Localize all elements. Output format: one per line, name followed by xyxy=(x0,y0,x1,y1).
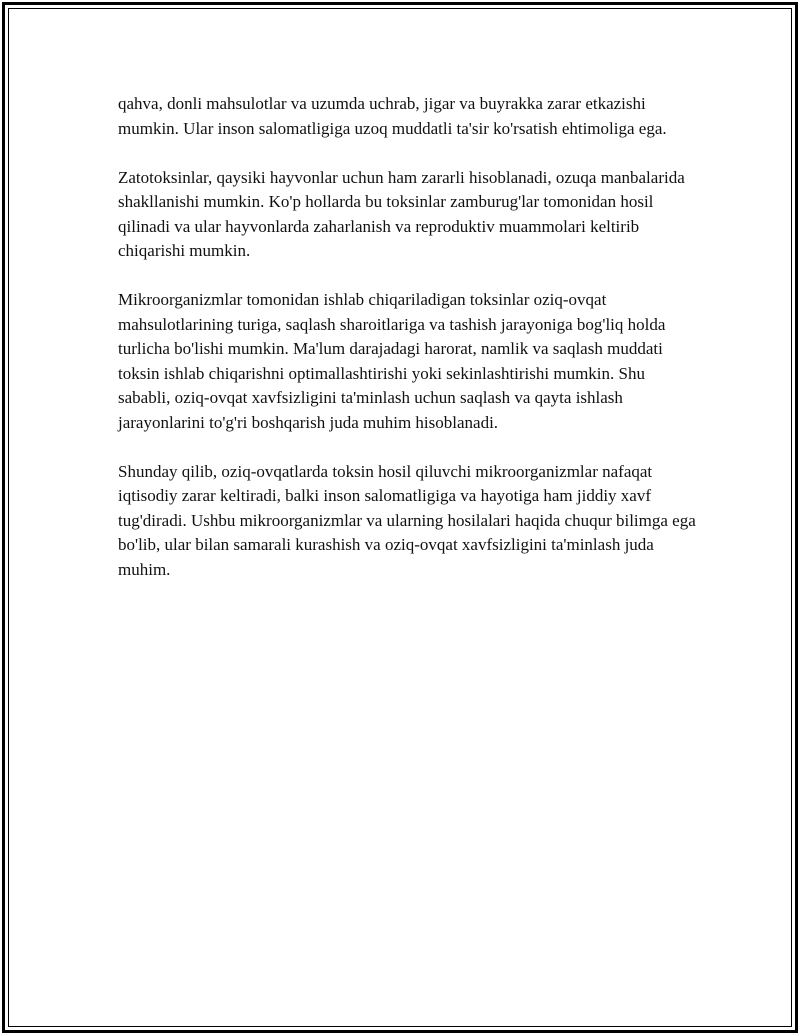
paragraph-4: Shunday qilib, oziq-ovqatlarda toksin hosil qiluvchi mikroorganizmlar nafaqat iqtisodiy zarar keltiradi, balki inson salomatligiga va hayotiga ham jiddiy xavf tug'diradi. Ushbu mikroorganizmlar va ularning hosilalari haqida chuqur bilimga ega bo'lib, ular bilan samarali kurashish va oziq-ovqat xavfsizligini ta'minlash juda muhim. xyxy=(118,461,696,579)
paragraph-2: Zatotoksinlar, qaysiki hayvonlar uchun ham zararli hisoblanadi, ozuqa manbalarida shakllanishi mumkin. Ko'p hollarda bu toksinlar zamburug'lar tomonidan hosil qilinadi va ular hayvonlarda zaharlanish va reproduktiv muammolari keltirib chiqarishi mumkin. xyxy=(118,167,685,260)
paragraph-3: Mikroorganizmlar tomonidan ishlab chiqariladigan toksinlar oziq-ovqat mahsulotlarining turiga, saqlash sharoitlariga va tashish jarayoniga bog'liq holda turlicha bo'lishi mumkin. Ma'lum darajadagi harorat, namlik va saqlash muddati toksin ishlab chiqarishni optimallashtirishi yoki sekinlashtirishi mumkin. Shu sababli, oziq-ovqat xavfsizligini ta'minlash uchun saqlash va qayta ishlash jarayonlarini to'g'ri boshqarish juda muhim hisoblanadi. xyxy=(118,290,666,432)
paragraph-1: qahva, donli mahsulotlar va uzumda uchrab, jigar va buyrakka zarar etkazishi mumkin. Ular inson salomatligiga uzoq muddatli ta'sir ko'rsatish ehtimoliga ega. xyxy=(118,94,667,138)
document-body xyxy=(118,92,698,607)
